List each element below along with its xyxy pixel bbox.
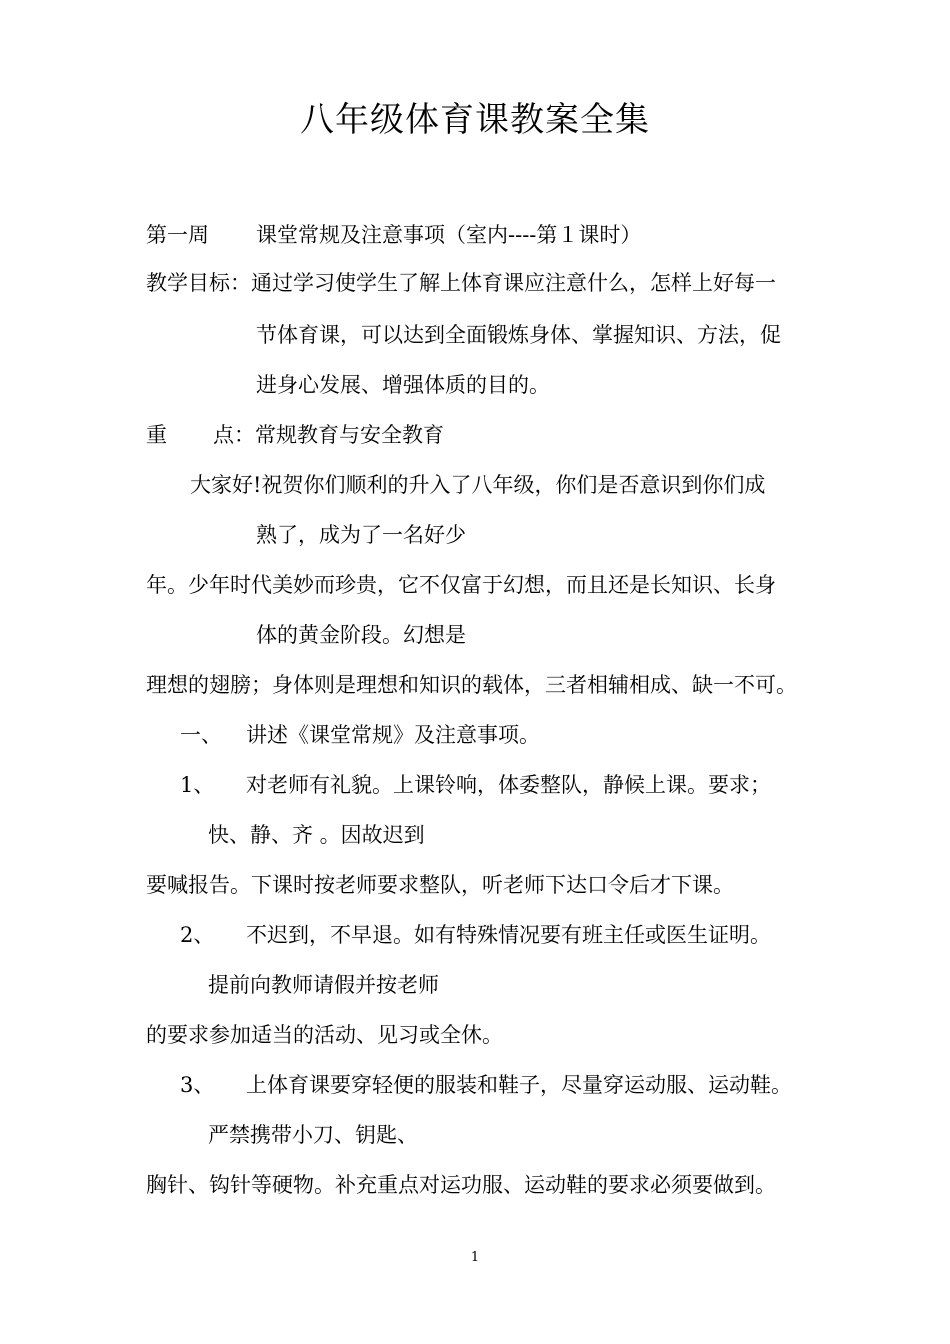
paragraph-line: 理想的翅膀；身体则是理想和知识的载体，三者相辅相成、缺一不可。 xyxy=(146,673,797,697)
rule-text-continued: 提前向教师请假并按老师 xyxy=(208,973,439,997)
week-label: 第一周 xyxy=(146,223,209,247)
paragraph-line: 年。少年时代美妙而珍贵，它不仅富于幻想，而且还是长知识、长身 xyxy=(146,573,776,597)
rule-number: 2、 xyxy=(180,923,215,947)
rule-number: 3、 xyxy=(180,1073,215,1097)
section-number: 一、 xyxy=(180,723,222,747)
rule-text-continued: 快、静、齐 。因故迟到 xyxy=(208,823,425,847)
paragraph-line: 体的黄金阶段。幻想是 xyxy=(256,623,466,647)
rule-text: 上体育课要穿轻便的服装和鞋子，尽量穿运动服、运动鞋。 xyxy=(246,1073,792,1097)
objective-text: 通过学习使学生了解上体育课应注意什么，怎样上好每一 xyxy=(251,271,776,295)
section-heading: 讲述《课堂常规》及注意事项。 xyxy=(246,723,540,747)
rule-text-continued: 胸针、钩针等硬物。补充重点对运功服、运动鞋的要求必须要做到。 xyxy=(146,1173,776,1197)
rule-text-continued: 要喊报告。下课时按老师要求整队，听老师下达口令后才下课。 xyxy=(146,873,734,897)
paragraph-line: 熟了，成为了一名好少 xyxy=(256,523,466,547)
objective-text-continued: 节体育课，可以达到全面锻炼身体、掌握知识、方法，促 xyxy=(256,323,781,347)
key-point-label-1: 重 xyxy=(146,423,167,447)
page-number: 1 xyxy=(470,1250,480,1265)
rule-text: 对老师有礼貌。上课铃响，体委整队，静候上课。要求； xyxy=(246,773,771,797)
key-point-label-2: 点： xyxy=(213,423,255,447)
rule-number: 1、 xyxy=(180,773,215,797)
document-title: 八年级体育课教案全集 xyxy=(300,100,650,140)
rule-text: 不迟到，不早退。如有特殊情况要有班主任或医生证明。 xyxy=(246,923,771,947)
week-topic: 课堂常规及注意事项（室内----第１课时） xyxy=(256,223,642,247)
paragraph-line: 大家好!祝贺你们顺利的升入了八年级，你们是否意识到你们成 xyxy=(190,473,766,497)
key-point-text: 常规教育与安全教育 xyxy=(255,423,444,447)
rule-text-continued: 的要求参加适当的活动、见习或全休。 xyxy=(146,1023,503,1047)
objective-text-end: 进身心发展、增强体质的目的。 xyxy=(256,373,550,397)
objective-label: 教学目标： xyxy=(146,271,251,295)
rule-text-continued: 严禁携带小刀、钥匙、 xyxy=(208,1123,418,1147)
